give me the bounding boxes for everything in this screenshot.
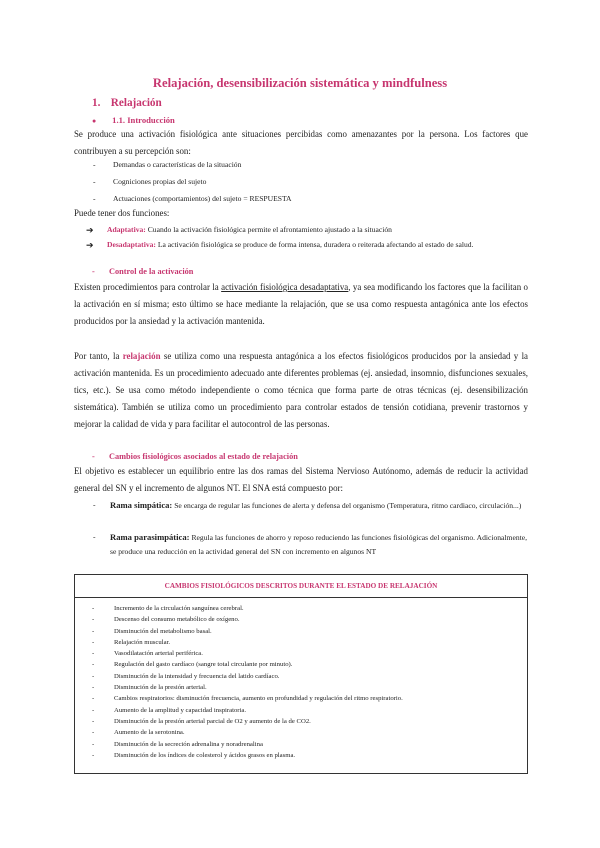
cambios-heading: - Cambios fisiológicos asociados al estado de relajación xyxy=(92,452,298,461)
list-item: - Disminución de la presión arterial parcial de O2 y aumento de la de CO2. xyxy=(92,717,311,725)
dash-icon: - xyxy=(93,160,96,169)
dash-icon: - xyxy=(93,177,96,186)
list-item: - Incremento de la circulación sanguínea cerebral. xyxy=(92,605,244,612)
factor-item: - Cogniciones propias del sujeto xyxy=(93,177,207,186)
dash-icon: - xyxy=(92,452,95,461)
function-item-adaptativa: ➔ Adaptativa: Cuando la activación fisiológica permite el afrontamiento ajustado a la situación xyxy=(86,225,392,235)
list-item: - Regulación del gasto cardíaco (sangre total circulante por minuto). xyxy=(92,661,293,669)
section-label: Relajación xyxy=(110,97,162,109)
dash-icon: - xyxy=(92,267,95,276)
subsection-heading-introduccion xyxy=(92,115,175,125)
rama-parasimpatica: - Rama parasimpática: Regula las funciones de ahorro y reposo reduciendo las funciones fisiológicas del organismo. Adicionalmente, se produce una reducción en la actividad general del SN con incremento en algunos NT xyxy=(93,532,527,556)
intro-paragraph: Se produce una activación fisiológica ante situaciones percibidas como amenazantes por la persona. Los factores que contribuyen a su percepción son: xyxy=(74,129,528,156)
table-list xyxy=(92,603,403,761)
factor-item: - Demandas o características de la situación xyxy=(93,160,242,169)
list-item: - Disminución de la secreción adrenalina y noradrenalina xyxy=(92,740,263,748)
list-item: - Aumento de la amplitud y capacidad inspiratoria. xyxy=(92,706,247,714)
list-item: - Vasodilatación arterial periférica. xyxy=(92,650,203,658)
factor-item: - Actuaciones (comportamientos) del sujeto = RESPUESTA xyxy=(93,194,292,203)
list-item: - Disminución del metabolismo basal. xyxy=(92,627,212,635)
section-heading-relajacion xyxy=(92,97,162,109)
rama-simpatica: - Rama simpática: Se encarga de regular las funciones de alerta y defensa del organismo (Temperatura, ritmo cardiaco, circulación...) xyxy=(93,500,522,510)
functions-intro: Puede tener dos funciones: xyxy=(74,208,170,218)
dash-icon: - xyxy=(93,194,96,203)
function-item-desadaptativa: ➔ Desadaptativa: La activación fisiológica se produce de forma intensa, duradera o reiterada afectando al estado de salud. xyxy=(86,240,474,250)
list-item: - Disminución de los índices de colesterol y ácidos grasos en plasma. xyxy=(92,751,296,759)
list-item: - Cambios respiratorios: disminución frecuencia, aumento en profundidad y regulación del ritmo respiratorio. xyxy=(92,695,403,703)
list-item: - Disminución de la intensidad y frecuencia del latido cardíaco. xyxy=(92,672,280,680)
dash-icon: - xyxy=(93,500,96,509)
control-paragraph: Existen procedimientos para controlar la activación fisiológica desadaptativa, ya sea modificando los factores que la facilitan o la activación en sí misma; esto último se hace mediante la relajación, que se usa como respuesta antagónica ante los efectos producidos por la ansiedad y la activación mantenida. xyxy=(74,282,528,326)
arrow-icon: ➔ xyxy=(86,240,94,250)
relajacion-paragraph: Por tanto, la relajación se utiliza como una respuesta antagónica a los efectos fisiológicos producidos por la ansiedad y la activación mantenida. Es un procedimiento adecuado ante diferentes problemas (ej. ansiedad, insomnio, disfunciones sexuales, tics, etc.). Se usa como método independiente o como técnica que forma parte de otras técnicas (ej. desensibilización sistemática). También se utiliza como un procedimiento para controlar estados de tensión cotidiana, prevenir trastornos y mejorar la calidad de vida y para facilitar el autocontrol de las personas. xyxy=(74,351,528,429)
keyword-relajacion: relajación xyxy=(122,351,161,361)
control-heading: - Control de la activación xyxy=(92,267,194,276)
list-item: - Disminución de la presión arterial. xyxy=(92,684,207,692)
list-item: - Aumento de la serotonina. xyxy=(92,729,185,737)
objetivo-paragraph: El objetivo es establecer un equilibrio entre las dos ramas del Sistema Nervioso Autónomo, además de reducir la actividad general del SN y el incremento de algunos NT. El SNA está compuesto por: xyxy=(74,466,528,493)
section-number: 1. xyxy=(92,97,101,109)
list-item: - Relajación muscular. xyxy=(92,638,171,646)
bullet-icon: ● xyxy=(92,117,97,125)
page-title: Relajación, desensibilización sistemática y mindfulness xyxy=(152,76,448,90)
arrow-icon: ➔ xyxy=(86,225,94,235)
activation-link[interactable]: activación fisiológica desadaptativa xyxy=(221,282,349,292)
dash-icon: - xyxy=(93,532,96,541)
list-item: - Descenso del consumo metabólico de oxígeno. xyxy=(92,616,240,624)
table-header: CAMBIOS FISIOLÓGICOS DESCRITOS DURANTE EL ESTADO DE RELAJACIÓN xyxy=(75,575,527,598)
subsection-label: 1.1. Introducción xyxy=(112,115,175,125)
cambios-table xyxy=(74,574,528,774)
